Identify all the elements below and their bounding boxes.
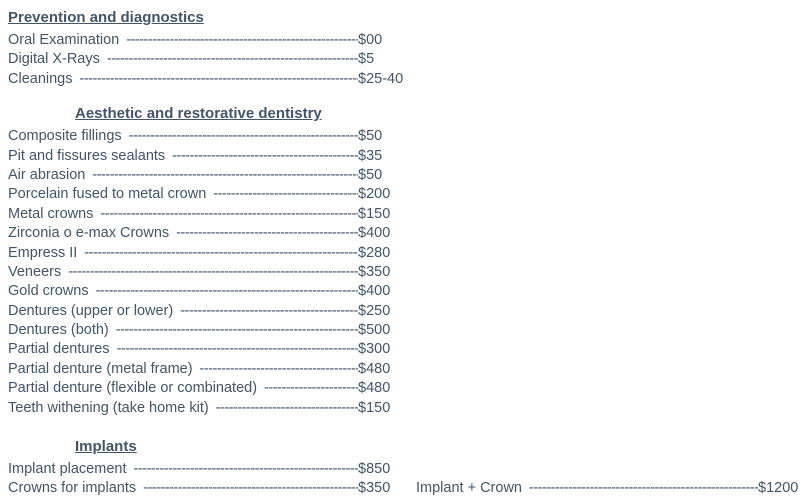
- price-entry: [8, 50, 406, 69]
- service-price-secondary: $1200: [758, 480, 799, 497]
- service-price: $350: [358, 263, 391, 280]
- service-label: Crowns for implants: [8, 480, 137, 497]
- section-rows: [8, 31, 806, 89]
- price-entry: [8, 479, 406, 498]
- service-label: Metal crowns: [8, 205, 94, 222]
- price-entry: [8, 224, 406, 243]
- service-price: $25-40: [358, 70, 404, 87]
- service-price: $50: [358, 166, 383, 183]
- service-price: $50: [358, 128, 383, 145]
- dash-leader: [176, 224, 358, 243]
- price-list-row: [8, 479, 806, 498]
- service-price: $5: [358, 51, 375, 68]
- price-list-row: [8, 70, 806, 89]
- section-title: Implants: [75, 438, 137, 456]
- price-entry: [8, 302, 406, 321]
- price-list-row: [8, 460, 806, 479]
- service-label: Partial denture (metal frame): [8, 360, 193, 377]
- price-entry: [8, 263, 406, 282]
- dash-leader: [529, 479, 758, 498]
- price-entry: [8, 185, 406, 204]
- price-entry: [8, 379, 406, 398]
- section-rows: [8, 460, 806, 499]
- dash-leader: [126, 31, 358, 50]
- service-price: $850: [358, 461, 391, 478]
- service-price: $200: [358, 186, 391, 203]
- service-price: $500: [358, 322, 391, 339]
- dash-leader: [117, 340, 358, 359]
- service-price: $280: [358, 244, 391, 261]
- service-price: $400: [358, 283, 391, 300]
- service-price: $350: [358, 480, 391, 497]
- service-price: $480: [358, 380, 391, 397]
- price-list-row: [8, 399, 806, 418]
- price-list-row: [8, 224, 806, 243]
- price-list-row: [8, 302, 806, 321]
- section-rows: [8, 127, 806, 418]
- dash-leader: [143, 479, 358, 498]
- price-entry: [8, 282, 406, 301]
- dash-leader: [116, 321, 358, 340]
- dash-leader: [180, 302, 358, 321]
- service-price: $35: [358, 147, 383, 164]
- service-price: $300: [358, 341, 391, 358]
- dash-leader: [133, 460, 358, 479]
- service-price: $400: [358, 225, 391, 242]
- price-list-row: [8, 321, 806, 340]
- service-label: Partial denture (flexible or combinated): [8, 380, 258, 397]
- price-entry: [8, 399, 406, 418]
- dash-leader: [100, 205, 358, 224]
- price-list-row: [8, 147, 806, 166]
- price-section: [8, 9, 806, 89]
- price-list-row: [8, 379, 806, 398]
- price-entry: [8, 70, 406, 89]
- price-list-row: [8, 127, 806, 146]
- service-label: Teeth withening (take home kit): [8, 399, 209, 416]
- service-price: $250: [358, 302, 391, 319]
- section-title: Prevention and diagnostics: [8, 9, 204, 26]
- dash-leader: [107, 50, 358, 69]
- service-price: $150: [358, 205, 391, 222]
- price-entry: [8, 340, 406, 359]
- price-list-row: [8, 360, 806, 379]
- service-label: Porcelain fused to metal crown: [8, 186, 207, 203]
- dash-leader: [96, 282, 358, 301]
- price-section: [8, 105, 806, 418]
- price-entry: [8, 360, 406, 379]
- dash-leader: [92, 166, 358, 185]
- price-entry: [8, 31, 406, 50]
- dash-leader: [200, 360, 358, 379]
- service-label: Dentures (both): [8, 322, 109, 339]
- price-entry: [8, 166, 406, 185]
- price-list-row: [8, 282, 806, 301]
- price-list-row: [8, 166, 806, 185]
- dash-leader: [68, 263, 358, 282]
- price-entry: [8, 321, 406, 340]
- service-label: Pit and fissures sealants: [8, 147, 166, 164]
- price-list-row: [8, 340, 806, 359]
- service-label: Dentures (upper or lower): [8, 302, 174, 319]
- price-list-row: [8, 263, 806, 282]
- service-price: $00: [358, 32, 383, 48]
- service-label-secondary: Implant + Crown: [416, 480, 522, 497]
- dash-leader: [84, 244, 358, 263]
- service-label: Gold crowns: [8, 283, 89, 300]
- price-list-row: [8, 31, 806, 50]
- service-label: Air abrasion: [8, 166, 86, 183]
- dash-leader: [213, 185, 358, 204]
- section-title: Aesthetic and restorative dentistry: [75, 105, 322, 123]
- dash-leader: [216, 399, 358, 418]
- price-entry: [8, 147, 406, 166]
- price-entry: [8, 127, 406, 146]
- price-list-row: [8, 50, 806, 69]
- service-label: Composite fillings: [8, 128, 122, 145]
- dash-leader: [264, 379, 358, 398]
- service-price: $150: [358, 399, 391, 416]
- price-list-row: [8, 244, 806, 263]
- service-label: Veneers: [8, 263, 62, 280]
- price-entry: [8, 244, 406, 263]
- price-entry: [8, 205, 406, 224]
- dash-leader: [172, 147, 358, 166]
- service-label: Cleanings: [8, 70, 73, 87]
- service-label: Digital X-Rays: [8, 51, 100, 68]
- service-label: Partial dentures: [8, 341, 110, 358]
- price-list-row: [8, 205, 806, 224]
- dash-leader: [80, 70, 359, 89]
- service-price: $480: [358, 360, 391, 377]
- sections-container: [8, 9, 806, 499]
- price-entry-secondary: [416, 479, 806, 498]
- service-label: Implant placement: [8, 461, 127, 478]
- service-label: Zirconia o e-max Crowns: [8, 225, 170, 242]
- service-label: Empress II: [8, 244, 78, 261]
- price-entry: [8, 460, 406, 479]
- service-label: Oral Examination: [8, 32, 120, 48]
- dash-leader: [129, 127, 358, 146]
- price-section: [8, 438, 806, 499]
- price-list-row: [8, 185, 806, 204]
